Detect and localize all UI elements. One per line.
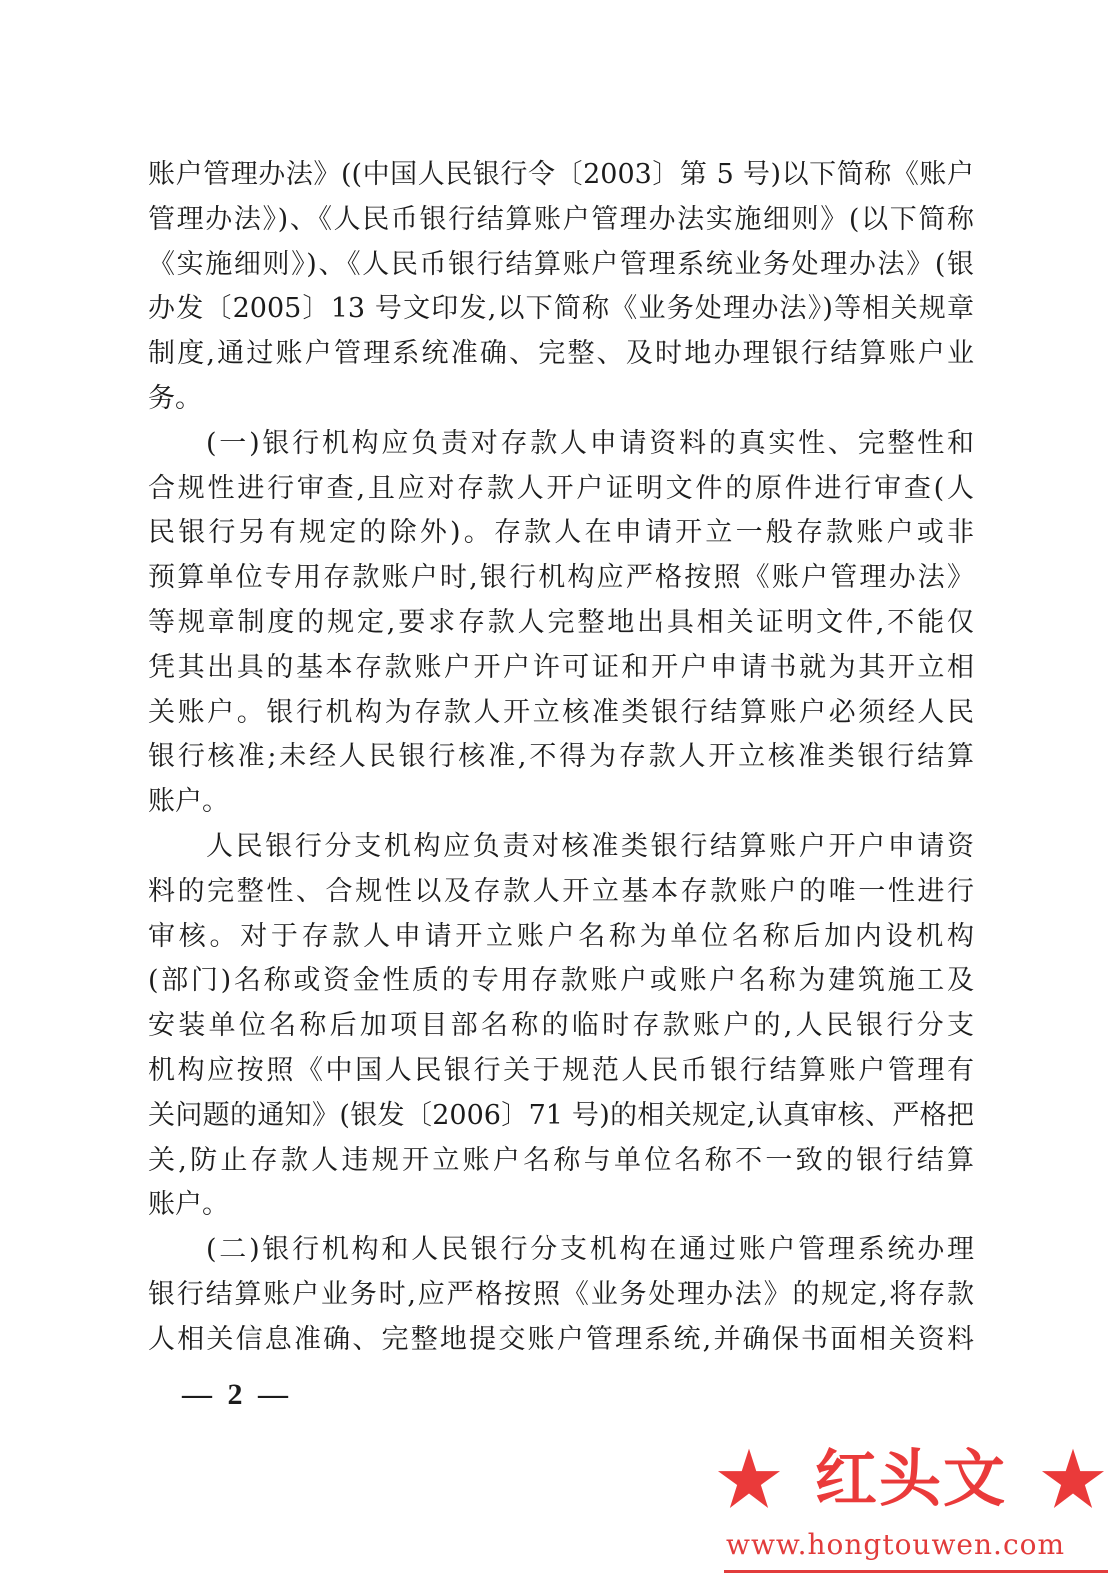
text-line: 《实施细则》)、《人民币银行结算账户管理系统业务处理办法》(银	[148, 248, 974, 280]
star-icon	[1040, 1446, 1106, 1512]
text-line: 务。	[148, 382, 202, 414]
watermark-title-row	[716, 1442, 1106, 1515]
text-line: 银行核准;未经人民银行核准,不得为存款人开立核准类银行结算	[148, 741, 974, 773]
text-line: 制度,通过账户管理系统准确、完整、及时地办理银行结算账户业	[148, 338, 974, 370]
body-text	[148, 153, 974, 1363]
text-line: 料的完整性、合规性以及存款人开立基本存款账户的唯一性进行	[148, 875, 974, 907]
watermark-underline	[724, 1570, 1108, 1573]
text-line: 等规章制度的规定,要求存款人完整地出具相关证明文件,不能仅	[148, 606, 974, 638]
text-line: 合规性进行审查,且应对存款人开户证明文件的原件进行审查(人	[148, 472, 974, 504]
watermark-url[interactable]: www.hongtouwen.com	[726, 1528, 1066, 1561]
text-line: 账户。	[148, 786, 229, 818]
star-icon	[716, 1446, 782, 1512]
text-line: 关账户。银行机构为存款人开立核准类银行结算账户必须经人民	[148, 696, 974, 728]
text-line: 民银行另有规定的除外)。存款人在申请开立一般存款账户或非	[148, 517, 974, 549]
text-line: 安装单位名称后加项目部名称的临时存款账户的,人民银行分支	[148, 1010, 974, 1042]
text-line: 银行结算账户业务时,应严格按照《业务处理办法》的规定,将存款	[148, 1278, 974, 1310]
text-line: 人相关信息准确、完整地提交账户管理系统,并确保书面相关资料	[148, 1323, 974, 1355]
text-line: 凭其出具的基本存款账户开户许可证和开户申请书就为其开立相	[148, 651, 974, 683]
text-line: 办发〔2005〕13 号文印发,以下简称《业务处理办法》)等相关规章	[148, 293, 974, 325]
text-line: (部门)名称或资金性质的专用存款账户或账户名称为建筑施工及	[148, 965, 974, 997]
text-line: 关问题的通知》(银发〔2006〕71 号)的相关规定,认真审核、严格把	[148, 1099, 974, 1131]
text-line: (一)银行机构应负责对存款人申请资料的真实性、完整性和	[206, 427, 974, 459]
text-line: 预算单位专用存款账户时,银行机构应严格按照《账户管理办法》	[148, 562, 974, 594]
text-line: 机构应按照《中国人民银行关于规范人民币银行结算账户管理有	[148, 1054, 974, 1086]
text-line: 审核。对于存款人申请开立账户名称为单位名称后加内设机构	[148, 920, 974, 952]
page-number: — 2 —	[182, 1378, 292, 1411]
text-line: (二)银行机构和人民银行分支机构在通过账户管理系统办理	[206, 1234, 974, 1266]
text-line: 账户。	[148, 1189, 229, 1221]
watermark-title: 红头文	[814, 1442, 1007, 1515]
text-line: 管理办法》)、《人民币银行结算账户管理办法实施细则》(以下简称	[148, 203, 974, 235]
text-line: 人民银行分支机构应负责对核准类银行结算账户开户申请资	[206, 830, 974, 862]
watermark	[716, 1440, 1116, 1585]
text-line: 关,防止存款人违规开立账户名称与单位名称不一致的银行结算	[148, 1144, 974, 1176]
text-line: 账户管理办法》((中国人民银行令〔2003〕第 5 号)以下简称《账户	[148, 159, 974, 190]
